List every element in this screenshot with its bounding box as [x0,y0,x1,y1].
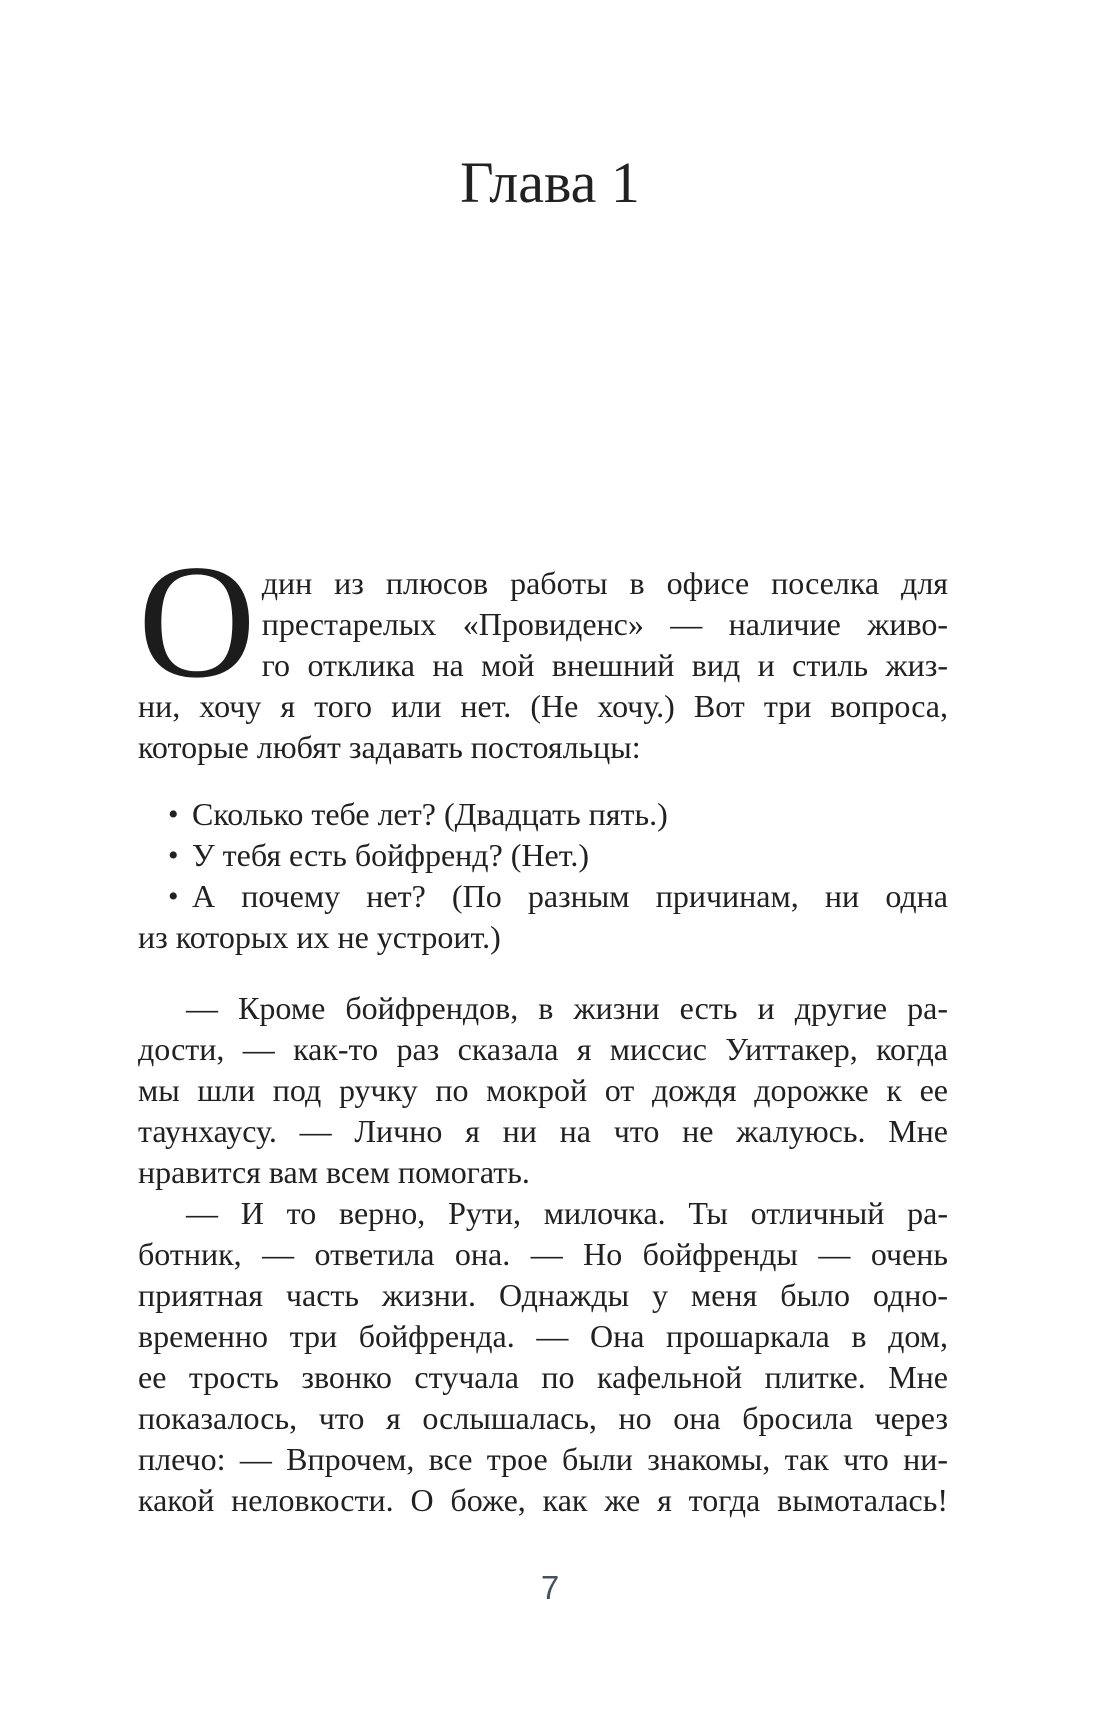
text-line: ни, хочу я того или нет. (Не хочу.) Вот три вопроса, [138,688,948,724]
text-line: го отклика на мой внешний вид и стиль жиз- [261,647,948,683]
bullet-item-text: У тебя есть бойфренд? (Нет.) [192,837,589,873]
bullet-item-line: из которых их не устроит.) [138,919,501,955]
text-line: нравится вам всем помогать. [138,1154,530,1190]
text-line: которые любят задавать постояльцы: [138,729,641,765]
text-line: — Кроме бойфрендов, в жизни есть и другие ра- [186,990,948,1026]
bullet-item-text: Сколько тебе лет? (Двадцать пять.) [192,796,668,832]
bullet-list [138,794,948,958]
paragraph [138,988,948,1193]
text-line: показалось, что я ослышалась, но она бросила через [138,1400,948,1436]
bullet-item-line [138,794,948,835]
bullet-item-line [138,835,948,876]
text-line: — И то верно, Рути, милочка. Ты отличный ра- [186,1195,948,1231]
bullet-item-text: А почему нет? (По разным причинам, ни одна [192,878,948,914]
text-line: приятная часть жизни. Однажды у меня было одно- [138,1277,948,1313]
chapter-title: Глава 1 [460,150,640,215]
text-line: дин из плюсов работы в офисе поселка для [261,565,948,601]
text-line: мы шли под ручку по мокрой от дождя дорожке к ее [138,1072,948,1108]
drop-cap: О [138,532,256,712]
text-line: ее трость звонко стучала по кафельной плитке. Мне [138,1359,948,1395]
text-line: дости, — как-то раз сказала я миссис Уиттакер, когда [138,1031,948,1067]
text-line: таунхаусу. — Лично я ни на что не жалуюсь. Мне [138,1113,948,1149]
text-line: плечо: — Впрочем, все трое были знакомы, так что ни- [138,1441,948,1477]
page-number: 7 [540,1569,560,1606]
text-line: временно три бойфренда. — Она прошаркала в дом, [138,1318,948,1354]
chapter-text [138,532,948,1521]
bullet-icon: • [168,798,179,831]
bullet-item-line [138,876,948,917]
bullet-icon: • [168,839,179,872]
paragraph [138,1193,948,1521]
paragraph [138,532,948,768]
bullet-icon: • [168,880,179,913]
text-line: престарелых «Провиденс» — наличие живо- [261,606,948,642]
text-line: какой неловкости. О боже, как же я тогда вымоталась! [138,1482,948,1518]
text-line: ботник, — ответила она. — Но бойфренды — очень [138,1236,948,1272]
